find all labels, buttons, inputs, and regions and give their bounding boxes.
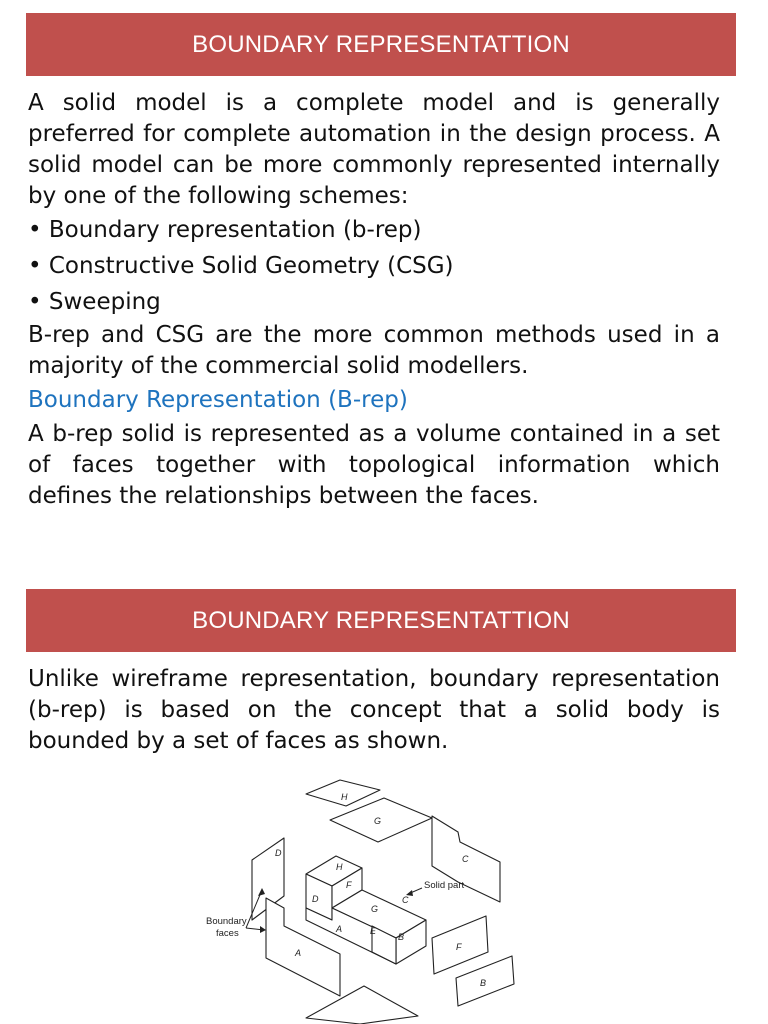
solid-label-g: G — [371, 904, 379, 914]
bullet-item-brep: • Boundary representation (b-rep) — [28, 217, 422, 243]
face-label-a-bottom: A — [295, 948, 302, 958]
slide-2 — [0, 580, 768, 1024]
intro-paragraph: Unlike wireframe representation, boundary representation (b-rep) is based on the concept that a solid body is bounded by a set of faces as shown. — [28, 666, 720, 754]
slide-title: BOUNDARY REPRESENTATTION — [26, 589, 736, 652]
face-label-d-left: D — [275, 848, 282, 858]
solid-label-d: D — [312, 894, 319, 904]
boundary-faces-figure — [200, 770, 530, 1024]
bullet-item-sweeping: • Sweeping — [28, 289, 161, 315]
slide-title: BOUNDARY REPRESENTATTION — [26, 13, 736, 76]
face-label-g-top: G — [374, 816, 382, 826]
face-label-c-right: C — [462, 854, 469, 864]
face-label-f-right: F — [456, 942, 462, 952]
slide-body — [28, 88, 720, 512]
solid-label-a: A — [336, 924, 343, 934]
solid-label-b: B — [398, 932, 405, 942]
boundary-faces-caption-line2: faces — [216, 928, 239, 939]
exploded-solid-diagram — [200, 770, 530, 1024]
bullet-item-csg: • Constructive Solid Geometry (CSG) — [28, 253, 454, 279]
definition-paragraph: A b-rep solid is represented as a volume contained in a set of faces together with topological information which defines the relationships between the faces. — [28, 421, 720, 509]
section-subheading: Boundary Representation (B-rep) — [28, 387, 408, 413]
slide-body — [28, 664, 720, 757]
solid-label-f: F — [346, 880, 352, 890]
face-bottom — [306, 986, 418, 1024]
solid-part-caption: Solid part — [424, 880, 465, 891]
face-label-h-top: H — [341, 792, 348, 802]
face-label-b-right: B — [480, 978, 487, 988]
solid-label-h: H — [336, 862, 343, 872]
solid-label-e: E — [370, 926, 377, 936]
solid-label-c: C — [402, 895, 409, 905]
methods-paragraph: B-rep and CSG are the more common methods used in a majority of the commercial solid modellers. — [28, 322, 720, 379]
intro-paragraph: A solid model is a complete model and is generally preferred for complete automation in the design process. A solid model can be more commonly represented internally by one of the following schemes: — [28, 90, 720, 209]
boundary-faces-caption-line1: Boundary — [206, 916, 247, 927]
